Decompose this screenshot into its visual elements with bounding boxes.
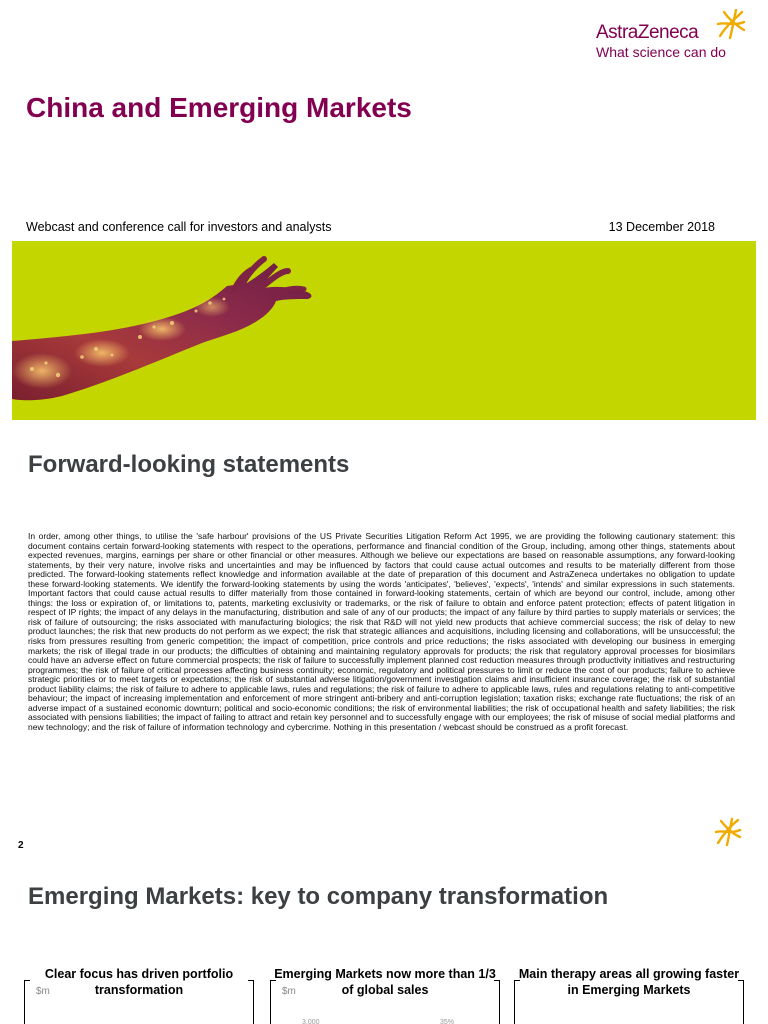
axis-tick-right: 35% xyxy=(440,1019,455,1024)
bracket-right xyxy=(248,980,254,1024)
bracket-right xyxy=(494,980,500,1024)
unit-label: $m xyxy=(282,986,296,997)
hero-banner xyxy=(12,241,756,420)
astrazeneca-symbol-icon xyxy=(714,6,748,42)
panel-therapy-growth xyxy=(514,964,744,1024)
bracket-left xyxy=(514,980,520,1024)
astrazeneca-logo xyxy=(596,6,746,62)
event-date: 13 December 2018 xyxy=(608,220,715,234)
axis-tick-left: 3,000 xyxy=(302,1019,320,1024)
arm-illustration xyxy=(12,241,756,420)
logo-tagline: What science can do xyxy=(596,44,726,60)
transformation-title: Emerging Markets: key to company transformation xyxy=(28,883,609,910)
panel-sales-share xyxy=(270,964,500,1024)
bracket-left xyxy=(270,980,276,1024)
panel-heading: Clear focus has driven portfolio transformation xyxy=(44,967,234,997)
slide-title: China and Emerging Markets xyxy=(26,92,412,123)
forward-looking-title: Forward-looking statements xyxy=(28,451,350,478)
event-subtitle: Webcast and conference call for investors and analysts xyxy=(26,220,332,234)
panel-heading: Main therapy areas all growing faster in Emerging Markets xyxy=(518,967,740,997)
bracket-right xyxy=(738,980,744,1024)
forward-looking-body: In order, among other things, to utilise the 'safe harbour' provisions of the US Private Securities Litigation Reform Act 1995, we are providing the following cautionary statement: this document contains certain forward-looking statements with respect to the operations, performance and financial condition of the Group, including, among other things, statements about expected revenues, margins, earnings per share or other financial or other measures. Although we believe our expectations are based on reasonable assumptions, any forward-looking statements, by their very nature, involve risks and uncertainties and may be influenced by factors that could cause actual outcomes and results to be materially different from those predicted. The forward-looking statements reflect knowledge and information available at the date of preparation of this document and AstraZeneca undertakes no obligation to update these forward-looking statements. We identify the forward-looking statements by using the words 'anticipates', 'believes', 'expects', 'intends' and similar expressions in such statements. Important factors that could cause actual results to differ materially from those contained in forward-looking statements, certain of which are beyond our control, include, among other things: the loss or expiration of, or limitations to, patents, marketing exclusivity or trademarks, or the risk of failure to obtain and enforce patent protection; effects of patent litigation in respect of IP rights; the impact of any delays in the manufacturing, distribution and sale of any of our products; the impact of any failure by third parties to supply materials or services; the risk of failure of outsourcing; the risks associated with manufacturing biologics; the risk that R&D will not yield new products that achieve commercial success; the risk of delay to new product launches; the risk that new products do not perform as we expect; the risk that strategic alliances and acquisitions, including licensing and collaborations, will be unsuccessful; the risks from pressures resulting from generic competition; the impact of competition, price controls and price reductions; the risks associated with developing our business in emerging markets; the risk of illegal trade in our products; the difficulties of obtaining and maintaining regulatory approvals for products; the risk that regulatory approval processes for biosimilars could have an adverse effect on future commercial prospects; the risk of failure to successfully implement planned cost reduction measures through productivity initiatives and restructuring programmes; the risk of failure of critical processes affecting business continuity; economic, regulatory and political pressures to limit or reduce the cost of our products; failure to achieve strategic priorities or to meet targets or expectations; the risk of substantial adverse litigation/government investigation claims and insufficient insurance coverage; the risk of substantial product liability claims; the risk of failure to adhere to applicable laws, rules and regulations; the risk of failure to adhere to applicable laws, rules and regulations relating to anti-competitive behaviour; the impact of increasing implementation and enforcement of more stringent anti-bribery and anti-corruption legislation; taxation risks; exchange rate fluctuations; the risk of an adverse impact of a sustained economic downturn; political and socio-economic conditions; the risk of environmental liabilities; the risk of occupational health and safety liabilities; the risk associated with pensions liabilities; the impact of failing to attract and retain key personnel and to successfully engage with our employees; the risk of misuse of social medial platforms and new technology; and the risk of failure of information technology and cybercrime. Nothing in this presentation / webcast should be construed as a profit forecast. xyxy=(28,531,735,732)
unit-label: $m xyxy=(36,986,50,997)
bracket-left xyxy=(24,980,30,1024)
panel-heading: Emerging Markets now more than 1/3 of global sales xyxy=(274,967,496,997)
astrazeneca-symbol-icon xyxy=(713,815,743,849)
logo-wordmark: AstraZeneca xyxy=(596,22,699,43)
page-number: 2 xyxy=(18,840,24,851)
panel-portfolio xyxy=(24,964,254,1024)
